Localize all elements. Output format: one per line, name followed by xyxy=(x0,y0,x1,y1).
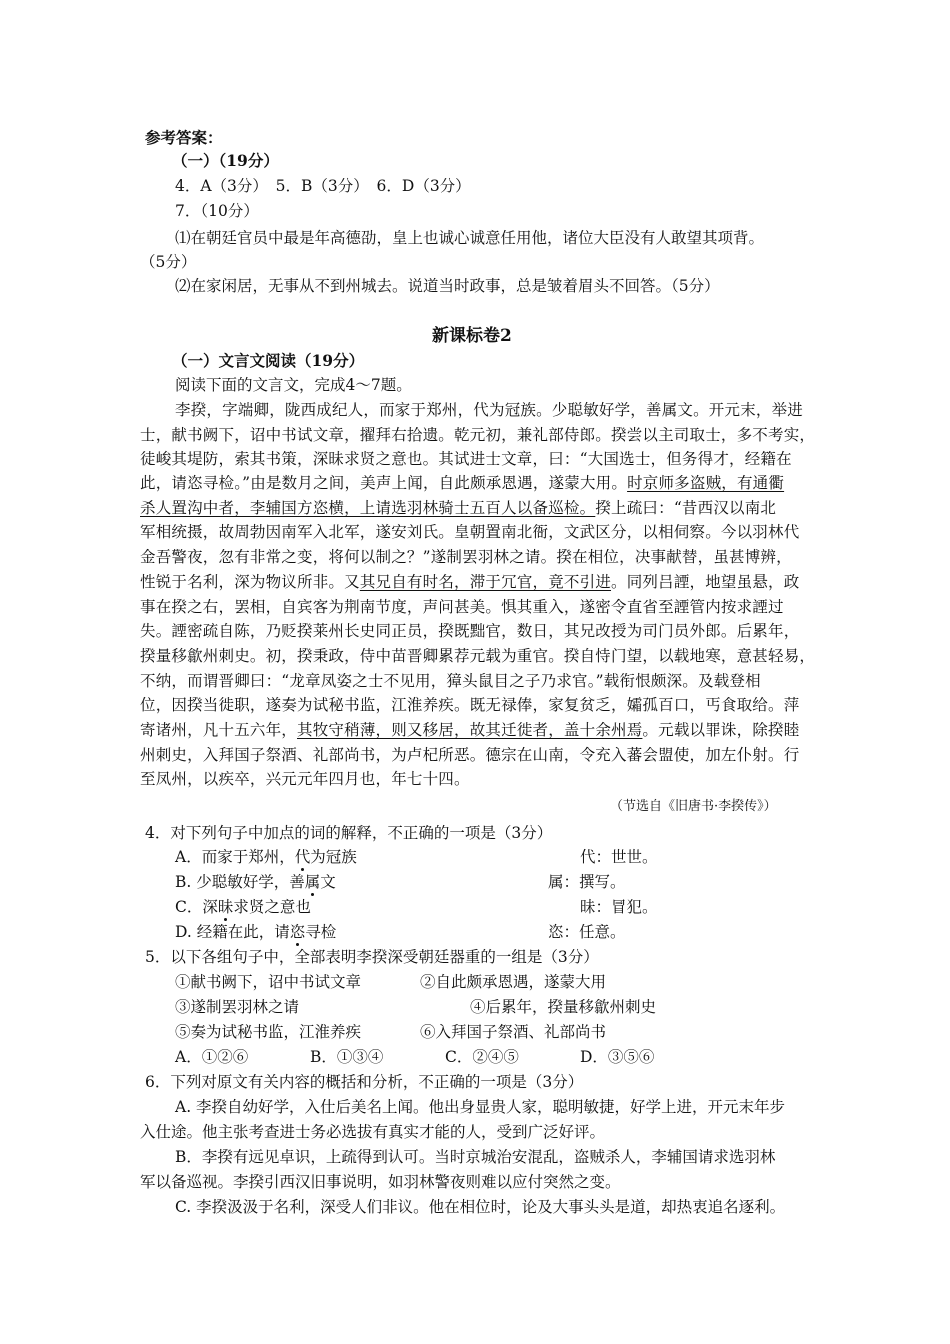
question-4-gloss-c: 昧：冒犯。 xyxy=(580,898,658,916)
question-6-option-a-cont: 入仕途。他主张考查进士务必选拔有真实才能的人，受到广泛好评。 xyxy=(140,1123,606,1141)
option-text: 寻检 xyxy=(305,923,337,941)
question-5-sentence: ⑤奏为试秘书监，江淮养疾 xyxy=(175,1023,362,1041)
question-5-sentence: ①献书阙下，诏中书试文章 xyxy=(175,973,362,991)
option-text: A．而家于郑州， xyxy=(175,848,295,866)
passage-line: 至凤州，以疾卒，兴元元年四月也，年七十四。 xyxy=(140,770,470,788)
option-text: D. 经籍在此，请 xyxy=(175,923,290,941)
passage-line: 州刺史，入拜国子祭酒、礼部尚书，为卢杞所恶。德宗在山南，令充入蕃会盟使，加左仆射。行 xyxy=(140,746,800,764)
passage-line: 军相统摄，故周勃因南军入北军，遂安刘氏。皇朝置南北衙，文武区分，以相伺察。今以羽林代 xyxy=(140,523,800,541)
question-6-option-b-cont: 军以备巡视。李揆引西汉旧事说明，如羽林警夜则难以应付突然之变。 xyxy=(140,1173,621,1191)
question-5-sentence: ④后累年，揆量移歙州刺史 xyxy=(470,998,657,1016)
answer-q7-part1-score: （5分） xyxy=(140,253,197,271)
question-4-option-d xyxy=(175,921,336,943)
paper-title: 新课标卷2 xyxy=(432,326,512,346)
underlined-sentence: 其牧守稍薄，则又移居，故其迁徙者，盖十余州焉 xyxy=(297,721,643,739)
passage-text: 。元载以罪诛，除揆睦 xyxy=(642,721,800,739)
dotted-word: 属 xyxy=(304,873,321,891)
passage-text: 此，请恣寻检。”由是数月之间，美声上闻，自此颇承恩遇，遂蒙大用。 xyxy=(140,474,628,492)
passage-line xyxy=(140,719,799,741)
passage-line: 金吾警夜，忽有非常之变，将何以制之？”遂制罢羽林之请。揆在相位，决事献替，虽甚博辨， xyxy=(140,548,792,566)
option-text: B. 少聪敏好学，善 xyxy=(175,873,305,891)
dotted-word: 恣 xyxy=(289,923,306,941)
question-4-gloss-b: 属：撰写。 xyxy=(548,873,626,891)
underlined-sentence: 杀人置沟中者，李辅国方恣横，上请选羽林骑士五百人以备巡检。 xyxy=(140,499,596,517)
passage-line: 位，因揆当徙职，遂奏为试秘书监，江淮养疾。既无禄俸，家复贫乏，孀孤百口，丐食取给。萍 xyxy=(140,696,800,714)
answer-q7-part1: ⑴在朝廷官员中最是年高德劭，皇上也诚心诚意任用他，诸位大臣没有人敢望其项背。 xyxy=(175,229,765,247)
reading-section-heading: （一）文言文阅读（19分） xyxy=(172,351,365,370)
underlined-sentence: 其兄自有时名，滞于冗官，竟不引进 xyxy=(359,573,612,591)
question-4-option-b xyxy=(175,871,336,893)
passage-text: 寄诸州，凡十五六年， xyxy=(140,721,298,739)
question-5-sentence: ③遂制罢羽林之请 xyxy=(175,998,300,1016)
question-4-stem: 4．对下列句子中加点的词的解释，不正确的一项是（3分） xyxy=(145,824,553,842)
dotted-word: 昧 xyxy=(217,898,234,916)
passage-line xyxy=(140,472,784,494)
question-4-gloss-d: 恣：任意。 xyxy=(548,923,626,941)
question-6-option-a: A. 李揆自幼好学，入仕后美名上闻。他出身显贵人家，聪明敏捷，好学上进，开元末年步 xyxy=(175,1098,786,1116)
reading-instruction: 阅读下面的文言文，完成4～7题。 xyxy=(175,376,412,394)
question-5-option-b: B．①③④ xyxy=(310,1048,384,1066)
answer-key-heading: 参考答案： xyxy=(145,128,223,147)
answer-section-heading: （一）（19分） xyxy=(172,151,279,170)
option-text: 文 xyxy=(320,873,336,891)
passage-line xyxy=(140,497,776,519)
passage-line: 失。諲密疏自陈，乃贬揆莱州长史同正员，揆既黜官，数日，其兄改授为司门员外郎。后累年， xyxy=(140,622,800,640)
option-text: 为冠族 xyxy=(310,848,357,866)
question-5-stem: 5．以下各组句子中，全部表明李揆深受朝廷器重的一组是（3分） xyxy=(145,948,599,966)
underlined-sentence: 时京师多盗贼，有通衢 xyxy=(627,474,785,492)
question-6-option-b: B．李揆有远见卓识，上疏得到认可。当时京城治安混乱，盗贼杀人，李辅国请求选羽林 xyxy=(175,1148,776,1166)
passage-line: 不纳，而谓晋卿曰：“龙章凤姿之士不见用，獐头鼠目之子乃求官。”载衔恨颇深。及载登相 xyxy=(140,672,761,690)
passage-text: 性锐于名利，深为物议所非。又 xyxy=(140,573,360,591)
passage-line: 揆量移歙州刺史。初，揆秉政，侍中苗晋卿累荐元载为重官。揆自恃门望，以载地寒，意甚轻易， xyxy=(140,647,816,665)
question-5-sentence: ⑥入拜国子祭酒、礼部尚书 xyxy=(420,1023,607,1041)
question-5-option-a: A．①②⑥ xyxy=(175,1048,249,1066)
passage-text: 。同列吕諲，地望虽悬，政 xyxy=(611,573,800,591)
question-5-option-c: C．②④⑤ xyxy=(445,1048,519,1066)
question-4-option-c xyxy=(175,896,311,918)
question-6-stem: 6．下列对原文有关内容的概括和分析，不正确的一项是（3分） xyxy=(145,1073,584,1091)
question-4-option-a xyxy=(175,846,357,868)
question-5-sentence: ②自此颇承恩遇，遂蒙大用 xyxy=(420,973,607,991)
passage-line: 李揆，字端卿，陇西成纪人，而家于郑州，代为冠族。少聪敏好学，善属文。开元末，举进 xyxy=(175,401,804,419)
answer-choices: 4．A（3分） 5．B（3分） 6．D（3分） xyxy=(175,177,471,195)
passage-line: 士，献书阙下，诏中书试文章，擢拜右拾遗。乾元初，兼礼部侍郎。揆尝以主司取士，多不考实， xyxy=(140,426,816,444)
passage-source: （节选自《旧唐书·李揆传》） xyxy=(610,799,777,814)
answer-q7-heading: 7．（10分） xyxy=(175,202,259,220)
option-text: C．深 xyxy=(175,898,218,916)
question-4-gloss-a: 代：世世。 xyxy=(580,848,658,866)
answer-q7-part2: ⑵在家闲居，无事从不到州城去。说道当时政事，总是皱着眉头不回答。（5分） xyxy=(175,277,720,295)
dotted-word: 代 xyxy=(294,848,311,866)
passage-line: 徒峻其堤防，索其书策，深昧求贤之意也。其试进士文章，曰：“大国选士，但务得才，经籍在 xyxy=(140,450,792,468)
question-5-option-d: D．③⑤⑥ xyxy=(580,1048,655,1066)
question-6-option-c: C. 李揆汲汲于名利，深受人们非议。他在相位时，论及大事头头是道，却热衷追名逐利。 xyxy=(175,1198,786,1216)
option-text: 求贤之意也 xyxy=(233,898,311,916)
passage-line: 事在揆之右，罢相，自宾客为荆南节度，声问甚美。惧其重入，遂密令直省至諲管内按求諲过 xyxy=(140,598,784,616)
passage-text: 揆上疏曰：“昔西汉以南北 xyxy=(595,499,777,517)
passage-line xyxy=(140,571,799,593)
